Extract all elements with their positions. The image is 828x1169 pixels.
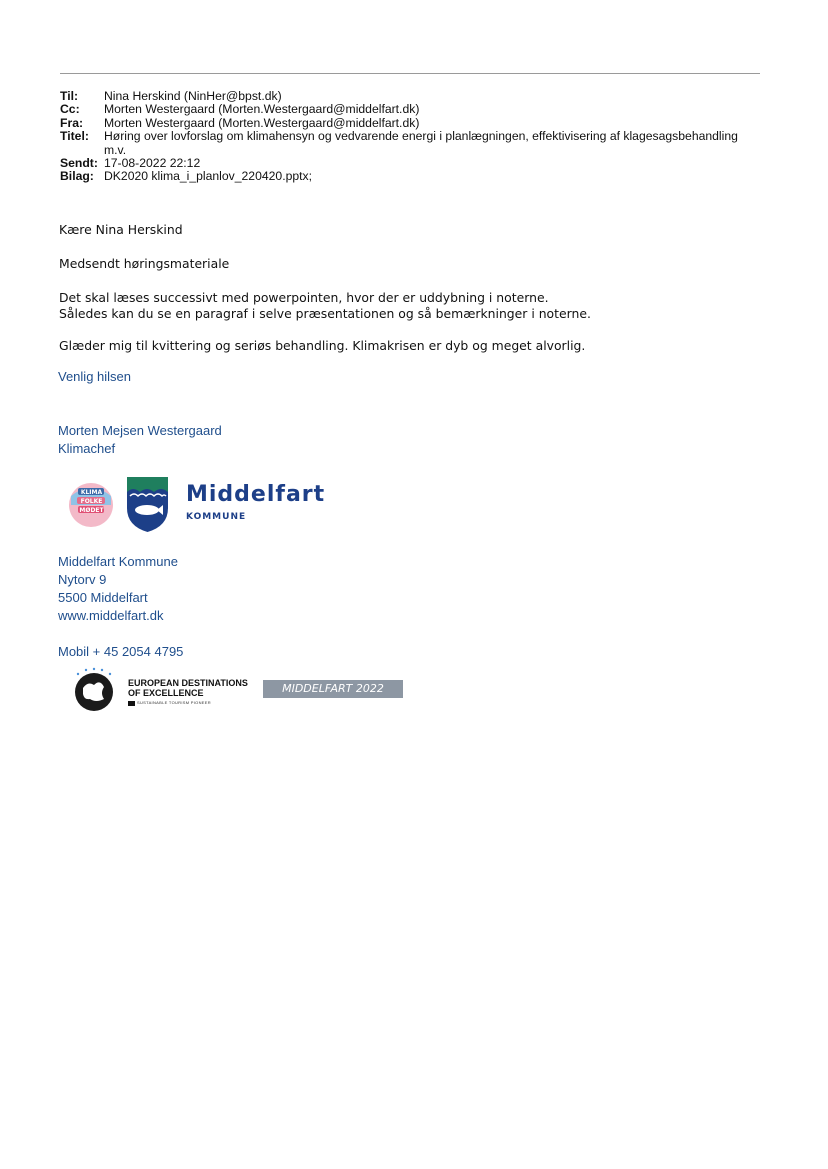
cc-value: Morten Westergaard (Morten.Westergaard@middelfart.dk) <box>104 102 420 117</box>
kfm-word-1: KLIMA <box>80 489 103 496</box>
closing <box>58 368 131 386</box>
ede-title-line-1: EUROPEAN DESTINATIONS <box>128 678 248 688</box>
municipality-logo-name: Middelfart <box>186 482 326 507</box>
to-label: Til: <box>60 89 79 103</box>
from-value: Morten Westergaard (Morten.Westergaard@middelfart.dk) <box>104 115 420 130</box>
title-label: Titel: <box>60 129 89 144</box>
attachment-label: Bilag: <box>60 169 94 184</box>
header-row-sent <box>60 157 760 170</box>
municipality-logo-sub: KOMMUNE <box>186 512 247 522</box>
body-line-3: Glæder mig til kvittering og seriøs behandling. Klimakrisen er dyb og meget alvorlig. <box>59 338 586 353</box>
ede-title-line-2: OF EXCELLENCE <box>128 688 204 698</box>
cc-label: Cc: <box>60 102 80 117</box>
address-block <box>58 553 178 625</box>
middelfart-2022-banner: MIDDELFART 2022 <box>263 680 403 698</box>
closing-text: Venlig hilsen <box>58 369 131 384</box>
street-address: Nytorv 9 <box>58 572 107 587</box>
signer-role: Klimachef <box>58 441 116 456</box>
kfm-word-3: MØDET <box>79 507 104 514</box>
header-row-title <box>60 130 760 157</box>
mobile-block <box>58 643 183 661</box>
body-line-2a: Det skal læses successivt med powerpointen, hvor der er uddybning i noterne. <box>59 290 549 305</box>
email-header <box>60 90 760 184</box>
sent-label: Sendt: <box>60 156 98 171</box>
greeting: Kære Nina Herskind <box>59 222 183 237</box>
sent-value: 17-08-2022 22:12 <box>104 156 201 171</box>
signer-name: Morten Mejsen Westergaard <box>58 423 222 438</box>
ede-flag-mark <box>128 701 135 706</box>
website-link[interactable]: www.middelfart.dk <box>58 608 164 623</box>
header-row-to <box>60 90 760 103</box>
email-body <box>59 222 779 354</box>
to-value: Nina Herskind (NinHer@bpst.dk) <box>104 89 282 103</box>
kfm-word-2: FOLKE <box>80 498 103 505</box>
mobile-number: Mobil + 45 2054 4795 <box>58 644 184 659</box>
header-row-cc <box>60 103 760 116</box>
org-name: Middelfart Kommune <box>58 554 178 569</box>
title-value: Høring over lovforslag om klimahensyn og vedvarende energi i planlægningen, effektivisering af klagesagsbehandling m.v. <box>104 129 738 157</box>
body-line-1: Medsendt høringsmateriale <box>59 256 230 271</box>
klimafolkemode-text <box>75 488 108 515</box>
header-divider <box>60 73 760 74</box>
header-row-attachment <box>60 170 760 183</box>
ede-subtitle: SUSTAINABLE TOURISM PIONEER <box>137 700 211 705</box>
signature-name-block <box>58 422 222 458</box>
attachment-value: DK2020 klima_i_planlov_220420.pptx; <box>104 169 313 184</box>
city-postcode: 5500 Middelfart <box>58 590 148 605</box>
from-label: Fra: <box>60 115 84 130</box>
body-line-2b: Således kan du se en paragraf i selve præsentationen og så bemærkninger i noterne. <box>59 306 591 321</box>
header-row-from <box>60 117 760 130</box>
ede-title <box>128 678 248 698</box>
middelfart-shield-logo <box>127 477 168 532</box>
